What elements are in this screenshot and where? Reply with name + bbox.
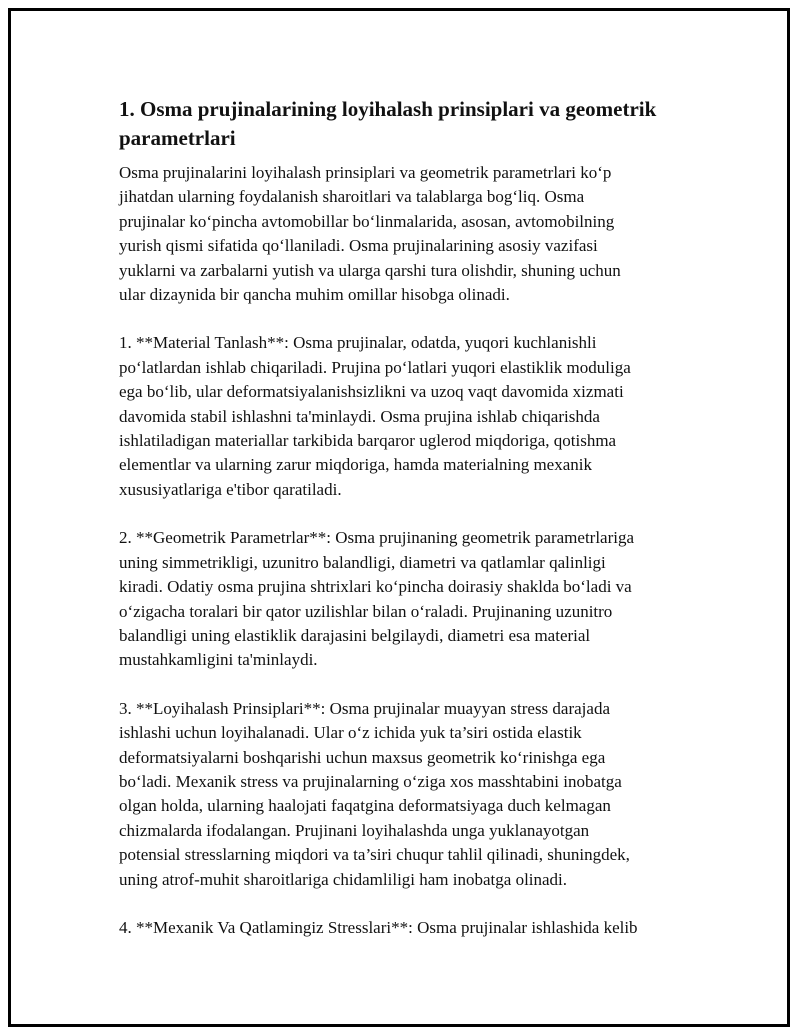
geometrik-parametrlar-paragraph: 2. **Geometrik Parametrlar**: Osma prujinaning geometrik parametrlariga uning simmetrikligi, uzunitro balandligi, diametri va qatlamlar qalinligi kiradi. Odatiy osma prujina shtrixlari ko‘pincha doirasiy shaklda bo‘ladi va o‘zigacha toralari bir qator uzilishlar bilan o‘raladi. Prujinaning uzunitro balandligi uning elastiklik darajasini belgilaydi, diametri esa material mustahkamligini ta'minlaydi. (119, 528, 635, 670)
intro-paragraph: Osma prujinalarini loyihalash prinsiplari va geometrik parametrlari ko‘p jihatdan ularning foydalanish sharoitlari va talablarga bog‘liq. Osma prujinalar ko‘pincha avtomobillar bo‘linmalarida, asosan, avtomobilning yurish qismi sifatida qo‘llaniladi. Osma prujinalarining asosiy vazifasi yuklarni va zarbalarni yutish va ularga qarshi tura olishdir, shuning uchun ular dizaynida bir qancha muhim omillar hisobga olinadi. (119, 163, 621, 305)
loyihalash-prinsiplari-paragraph: 3. **Loyihalash Prinsiplari**: Osma prujinalar muayyan stress darajada ishlashi uchun loyihalanadi. Ular o‘z ichida yuk ta’siri ostida elastik deformatsiyalarni boshqarishi uchun maxsus geometrik ko‘rinishga ega bo‘ladi. Mexanik stress va prujinalarning o‘ziga xos masshtabini inobatga olgan holda, ularning haalojati faqatgina deformatsiyaga duch kelmagan chizmalarda ifodalangan. Prujinani loyihalashda unga yuklanayotgan potensial stresslarning miqdori va ta’siri chuqur tahlil qilinadi, shuningdek, uning atrof-muhit sharoitlariga chidamliligi ham inobatga olinadi. (119, 698, 630, 889)
mexanik-stresslari-paragraph: 4. **Mexanik Va Qatlamingiz Stresslari**: Osma prujinalar ishlashida kelib (119, 917, 638, 937)
document-title: 1. Osma prujinalarining loyihalash prinsiplari va geometrik parametrlari (119, 97, 657, 150)
material-tanlash-paragraph: 1. **Material Tanlash**: Osma prujinalar, odatda, yuqori kuchlanishli po‘latlardan ishlab chiqariladi. Prujina po‘latlari yuqori elastiklik moduliga ega bo‘lib, ular deformatsiyalanishsizlikni va uzoq vaqt davomida xizmati davomida stabil ishlashni ta'minlaydi. Osma prujina ishlab chiqarishda ishlatiladigan materiallar tarkibida barqaror uglerod miqdoriga, qotishma elementlar va ularning zarur miqdoriga, hamda materialning mexanik xususiyatlariga e'tibor qaratiladi. (119, 333, 631, 499)
document-body (119, 95, 699, 964)
page-frame (8, 8, 790, 1027)
